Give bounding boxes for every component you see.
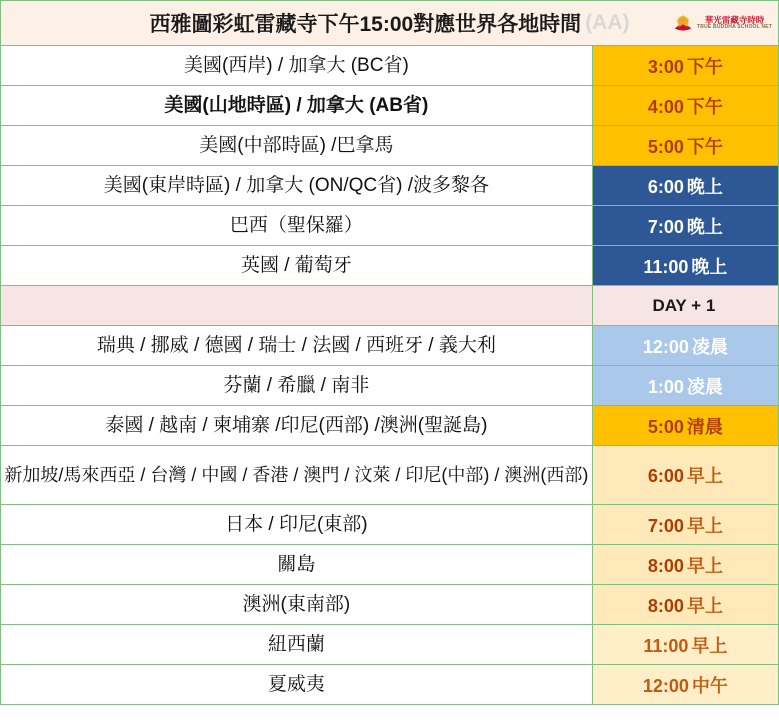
time-period-label: 早上 [686,466,723,486]
time-cell [592,126,778,166]
time-value: 5:00 [647,416,684,437]
time-period-label: 晚上 [686,216,723,237]
table-row [1,206,779,246]
table-row [1,665,779,705]
table-row [1,326,779,366]
time-cell [592,246,778,286]
time-value: 8:00 [647,595,684,616]
table-row [1,86,779,126]
time-period-label: 早上 [686,555,723,576]
time-cell [592,585,778,625]
lotus-logo-icon [672,12,694,34]
time-value: 6:00 [647,466,684,486]
region-cell: 英國 / 葡萄牙 [1,246,593,286]
region-cell: 日本 / 印尼(東部) [1,505,593,545]
time-value: 5:00 [647,136,684,157]
time-period-label: 下午 [686,56,723,77]
time-value: 6:00 [647,176,684,197]
region-cell: 瑞典 / 挪威 / 德國 / 瑞士 / 法國 / 西班牙 / 義大利 [1,326,593,366]
logo-text-en: TRUE BUDDHA SCHOOL NET [697,23,772,30]
table-row [1,46,779,86]
time-cell [592,505,778,545]
time-cell [592,625,778,665]
time-value: 7:00 [647,515,684,536]
time-value: 8:00 [647,555,684,576]
time-cell [592,46,778,86]
region-cell: 美國(東岸時區) / 加拿大 (ON/QC省) /波多黎各 [1,166,593,206]
time-value: 12:00 [642,336,689,357]
time-period-label: 早上 [686,595,723,616]
time-period-label: 早上 [691,635,728,656]
time-period-label: 下午 [686,136,723,157]
table-row [1,286,779,326]
time-period-label: 凌晨 [691,336,728,357]
table-row [1,505,779,545]
time-cell [592,545,778,585]
logo-text-zh: 華光雷藏寺時時 [704,14,765,25]
time-value: 11:00 [643,256,689,277]
table-row [1,246,779,286]
time-value: 7:00 [647,216,684,237]
region-cell: 美國(中部時區) /巴拿馬 [1,126,593,166]
header-aa-label: (AA) [585,11,630,34]
table-row [1,366,779,406]
region-cell: 澳洲(東南部) [1,585,593,625]
time-period-label: 凌晨 [686,376,723,397]
header-cell [1,1,779,46]
time-value: 1:00 [647,376,684,397]
table-row [1,166,779,206]
table-body [1,1,779,705]
time-value: 3:00 [647,56,684,77]
table-row [1,446,779,505]
region-cell: 美國(西岸) / 加拿大 (BC省) [1,46,593,86]
table-header-row [1,1,779,46]
region-cell: 美國(山地時區) / 加拿大 (AB省) [1,86,593,126]
time-cell [592,166,778,206]
region-cell: 紐西蘭 [1,625,593,665]
time-cell [592,286,778,326]
time-cell [592,366,778,406]
time-period-label: 下午 [686,96,723,117]
time-cell [592,206,778,246]
time-cell [592,446,778,505]
page-title: 西雅圖彩虹雷藏寺下午15:00對應世界各地時間 [149,13,582,36]
time-value: DAY + 1 [652,295,716,315]
time-cell [592,326,778,366]
table-row [1,585,779,625]
region-cell: 芬蘭 / 希臘 / 南非 [1,366,593,406]
time-cell [592,86,778,126]
time-period-label: 晚上 [691,256,728,277]
time-value: 11:00 [643,635,689,656]
time-value: 4:00 [647,96,684,117]
time-cell [592,406,778,446]
region-cell [1,286,593,326]
table-row [1,625,779,665]
time-period-label: 清晨 [686,416,723,437]
table-row [1,545,779,585]
time-value: 12:00 [642,675,689,696]
time-period-label: 晚上 [686,176,723,197]
region-cell: 新加坡/馬來西亞 / 台灣 / 中國 / 香港 / 澳門 / 汶萊 / 印尼(中部) / 澳洲(西部) [1,446,593,505]
region-cell: 巴西（聖保羅） [1,206,593,246]
table-row [1,406,779,446]
region-cell: 泰國 / 越南 / 柬埔寨 /印尼(西部) /澳洲(聖誕島) [1,406,593,446]
time-cell [592,665,778,705]
logo-text [697,16,772,30]
region-cell: 關島 [1,545,593,585]
table-row [1,126,779,166]
time-period-label: 早上 [686,515,723,536]
logo [672,12,772,34]
time-period-label: 中午 [691,675,728,696]
region-cell: 夏威夷 [1,665,593,705]
